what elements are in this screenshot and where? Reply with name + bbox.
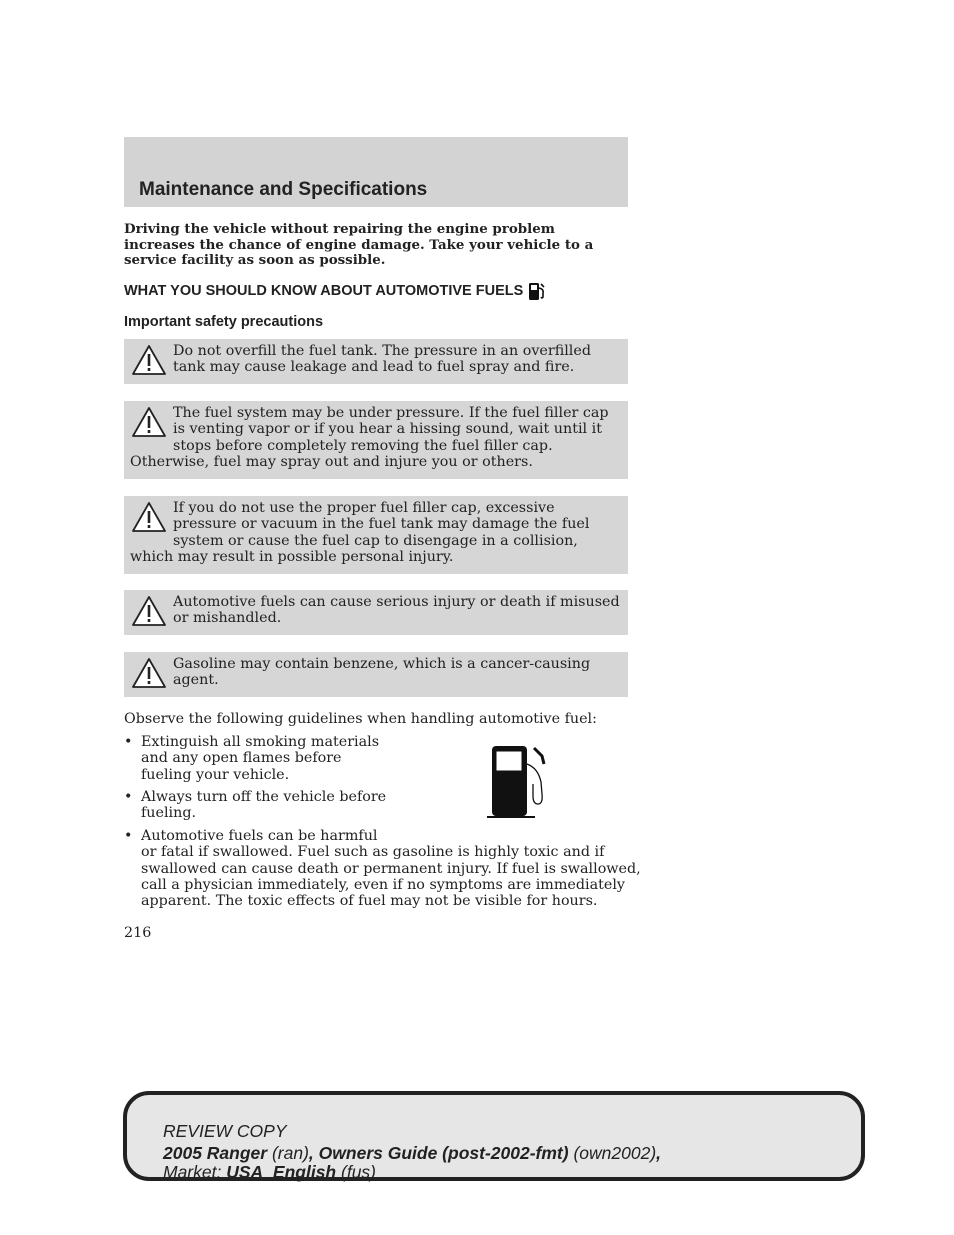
list-item: • Extinguish all smoking materials and any open flames before fueling your vehicle. [124, 734, 380, 783]
bullet-marker: • [124, 789, 133, 805]
warning-box [124, 590, 628, 635]
bullet-marker: • [124, 734, 133, 750]
warning-triangle-icon [130, 405, 168, 439]
warning-box [124, 339, 628, 384]
warning-text: Automotive fuels can cause serious injury or death if misused or mishandled. [173, 594, 620, 627]
subheading: Important safety precautions [124, 314, 324, 330]
section-heading-text: WHAT YOU SHOULD KNOW ABOUT AUTOMOTIVE FUELS [124, 283, 524, 299]
market-info: Market: USA_English (fus) [163, 1162, 376, 1182]
fuel-pump-illustration [484, 744, 548, 820]
review-copy-label: REVIEW COPY [163, 1121, 287, 1141]
page-title: Maintenance and Specifications [139, 179, 428, 200]
warning-text: The fuel system may be under pressure. If the fuel filler cap is venting vapor or if you hear a hissing sound, wait until it stops before completely removing the fuel filler cap. Otherwise, fuel may spray out and injure you or others. [130, 405, 609, 471]
warning-triangle-icon [130, 343, 168, 377]
review-copy-box [123, 1091, 865, 1181]
warning-box [124, 496, 628, 574]
section-heading [124, 281, 546, 301]
document-info: 2005 Ranger (ran), Owners Guide (post-2002-fmt) (own2002), [163, 1143, 662, 1163]
guidelines-intro: Observe the following guidelines when handling automotive fuel: [124, 711, 597, 727]
warning-triangle-icon [130, 594, 168, 628]
page-number: 216 [124, 925, 152, 941]
intro-warning-text: Driving the vehicle without repairing the engine problem increases the chance of engine damage. Take your vehicle to a service facility as soon as possible. [124, 221, 594, 268]
warning-triangle-icon [130, 500, 168, 534]
warning-text: If you do not use the proper fuel filler cap, excessive pressure or vacuum in the fuel tank may damage the fuel system or cause the fuel cap to disengage in a collision, which may result in possible personal injury. [130, 500, 590, 566]
bullet-marker: • [124, 828, 133, 844]
header-band [124, 137, 628, 207]
list-item: • Always turn off the vehicle before fueling. [124, 789, 387, 822]
warning-triangle-icon [130, 656, 168, 690]
list-item: • Automotive fuels can be harmful or fatal if swallowed. Fuel such as gasoline is highly toxic and if swallowed can cause death or permanent injury. If fuel is swallowed, call a physician immediately, even if no symptoms are immediately apparent. The toxic effects of fuel may not be visible for hours. [124, 828, 641, 910]
warning-box [124, 401, 628, 479]
warning-box [124, 652, 628, 697]
fuel-pump-icon [528, 281, 546, 301]
warning-text: Do not overfill the fuel tank. The pressure in an overfilled tank may cause leakage and lead to fuel spray and fire. [173, 343, 591, 376]
warning-text: Gasoline may contain benzene, which is a cancer-causing agent. [173, 656, 591, 689]
